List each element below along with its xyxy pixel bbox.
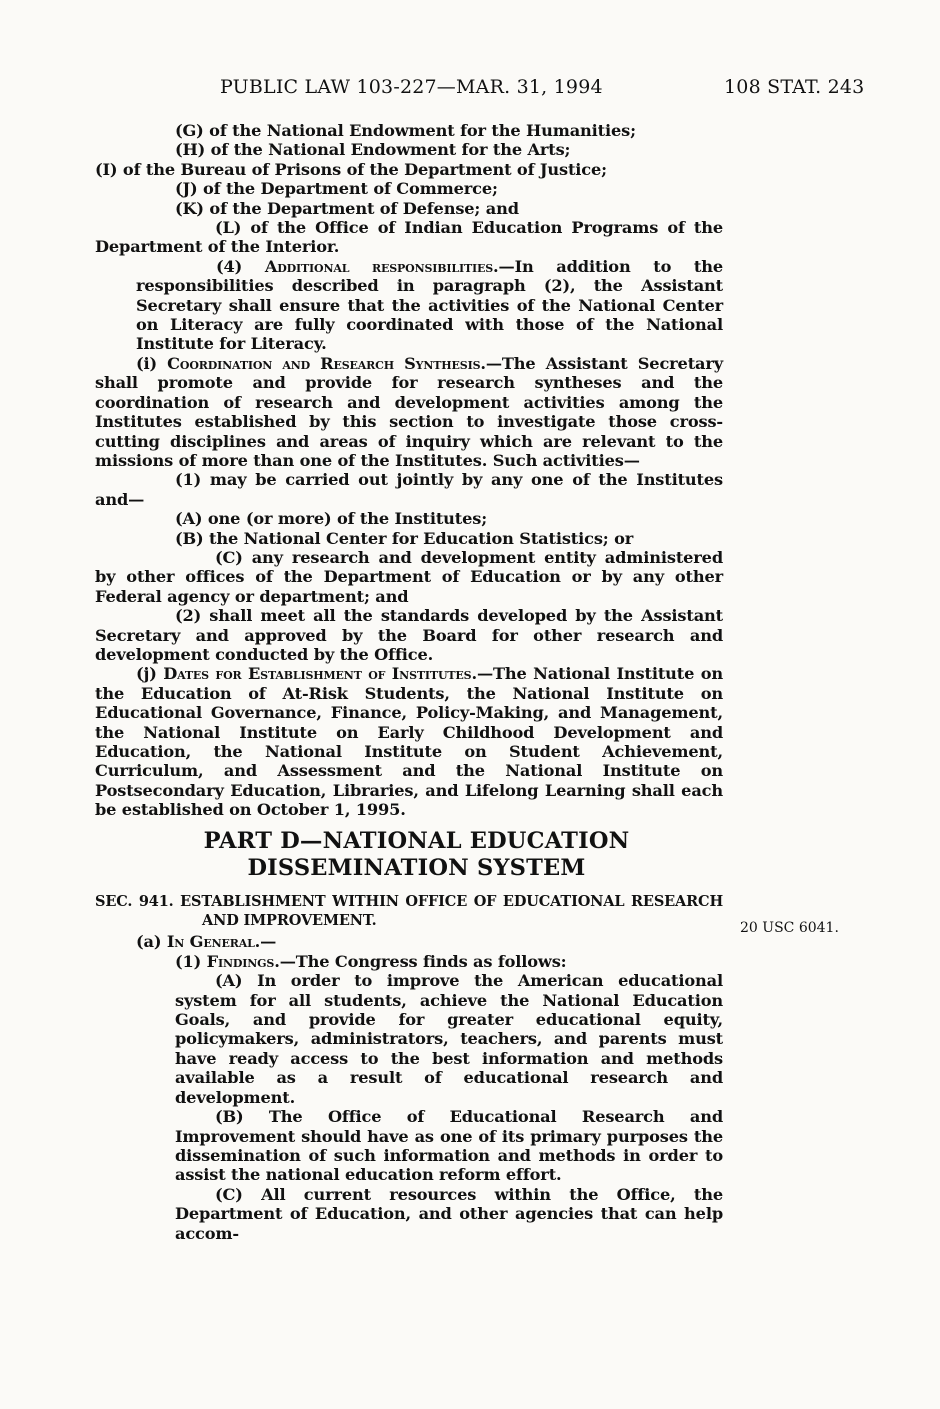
- subsection-a-heading: (a) In General.—: [136, 932, 277, 952]
- finding-b: (B) The Office of Educational Research and Improvement should have as one of its primary purposes the dissemination of such information and methods in order to assist the national education reform effort.: [175, 1107, 723, 1185]
- activity-a: (A) one (or more) of the Institutes;: [175, 509, 488, 529]
- activity-c: (C) any research and development entity administered by other offices of the Department of Education or by any other Federal agency or department; and: [95, 547, 723, 606]
- activity-2: (2) shall meet all the standards developed by the Assistant Secretary and approved by the Board for other research and development conducted by the Office.: [95, 606, 723, 664]
- clause-j: (J) of the Department of Commerce;: [175, 179, 498, 199]
- section-heading: SEC. 941. ESTABLISHMENT WITHIN OFFICE OF EDUCATIONAL RESEARCH AND IMPROVEMENT.: [95, 892, 723, 930]
- finding-c: (C) All current resources within the Office, the Department of Education, and other agencies that can help accom-: [175, 1184, 723, 1243]
- activity-1: (1) may be carried out jointly by any one of the Institutes and—: [95, 470, 723, 509]
- clause-h: (H) of the National Endowment for the Arts;: [175, 140, 571, 160]
- paragraph-1-findings: (1) Findings.—The Congress finds as follows:: [175, 951, 567, 971]
- clause-g: (G) of the National Endowment for the Humanities;: [175, 121, 636, 140]
- paragraph-4-additional-responsibilities: (4) Additional responsibilities.—In addition to the responsibilities described in paragraph (2), the Assistant Secretary shall ensure that the activities of the National Center on Literacy are fully coordinated with those of the National Institute for Literacy.: [136, 256, 723, 354]
- subsection-j-dates: (j) Dates for Establishment of Institutes.—The National Institute on the Education of At-Risk Students, the National Institute on Educational Governance, Finance, Policy-Making, and Management, the National Institute on Early Childhood Development and Education, the National Institute on Student Achievement, Curriculum, and Assessment and the National Institute on Postsecondary Education, Libraries, and Lifelong Learning shall each be established on October 1, 1995.: [95, 664, 723, 820]
- part-heading: PART D—NATIONAL EDUCATION DISSEMINATION SYSTEM: [203, 827, 630, 881]
- running-header-title: PUBLIC LAW 103-227—MAR. 31, 1994: [220, 76, 603, 98]
- clause-k: (K) of the Department of Defense; and: [175, 198, 519, 218]
- statute-body: [95, 121, 723, 1243]
- activity-b: (B) the National Center for Education Statistics; or: [175, 528, 634, 548]
- margin-citation: 20 USC 6041.: [740, 920, 839, 936]
- clause-i: (I) of the Bureau of Prisons of the Department of Justice;: [95, 159, 607, 179]
- finding-a: (A) In order to improve the American educational system for all students, achieve the National Education Goals, and provide for greater educational equity, policymakers, administrators, teachers, and parents must have ready access to the best information and methods available as a result of educational research and development.: [175, 971, 723, 1107]
- clause-l: (L) of the Office of Indian Education Programs of the Department of the Interior.: [95, 218, 723, 257]
- running-header-page-number: 108 STAT. 243: [724, 76, 865, 98]
- subsection-i-coordination: (i) Coordination and Research Synthesis.—The Assistant Secretary shall promote and provide for research syntheses and the coordination of research and development activities among the Institutes established by this section to investigate those cross-cutting disciplines and areas of inquiry which are relevant to the missions of more than one of the Institutes. Such activities—: [95, 353, 723, 470]
